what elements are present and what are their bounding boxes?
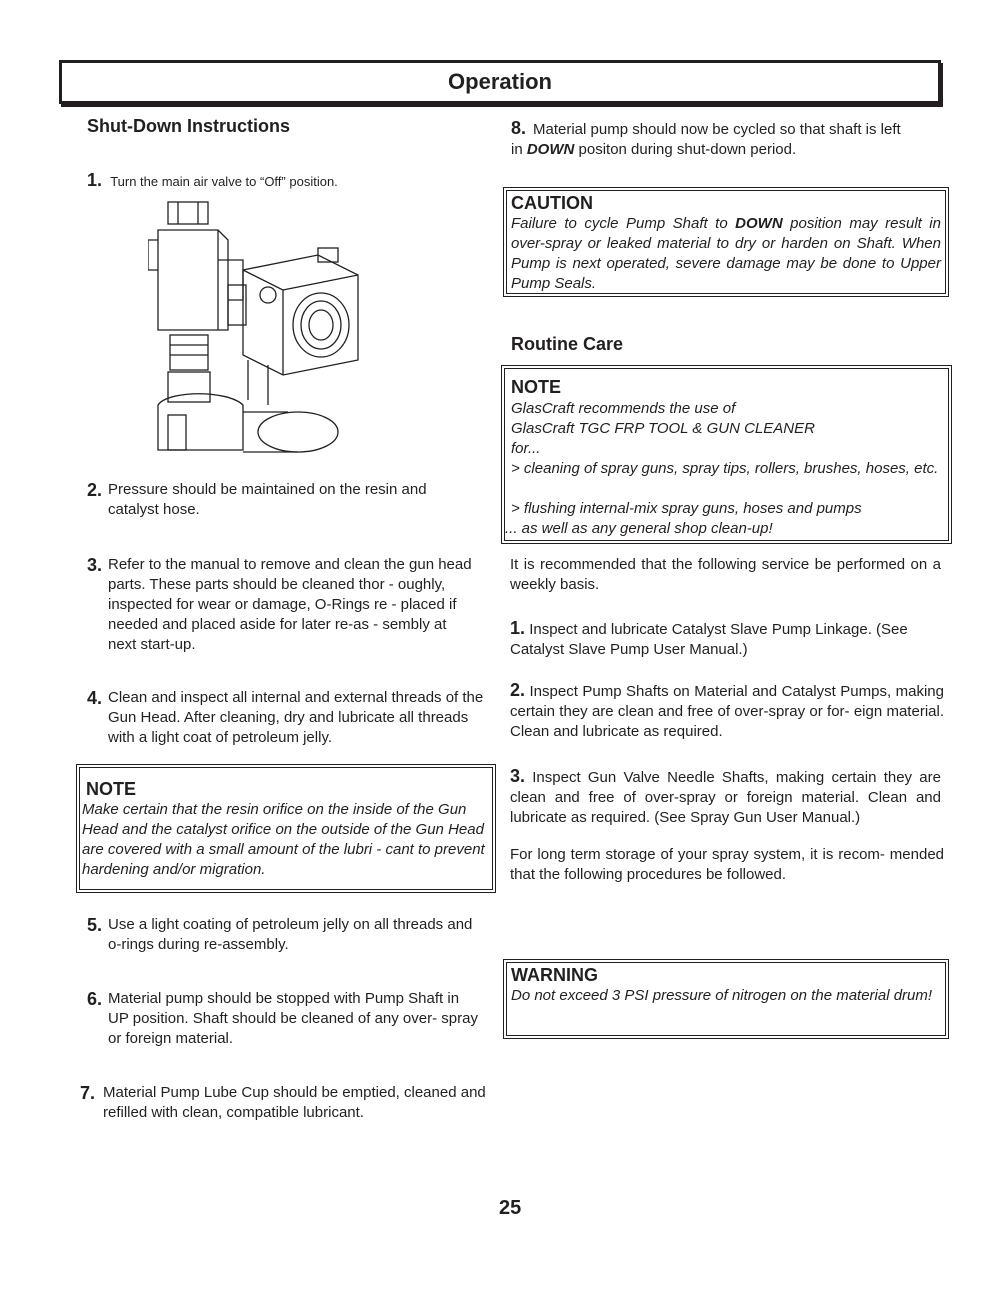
- step-number: 6.: [87, 989, 103, 1009]
- shutdown-heading: Shut-Down Instructions: [87, 116, 290, 136]
- caution-box: [506, 190, 946, 294]
- note-line-2: GlasCraft TGC FRP TOOL & GUN CLEANER: [511, 420, 815, 437]
- caution-text-pre: Failure to cycle Pump Shaft to: [511, 215, 736, 232]
- weekly-item-1: [510, 618, 946, 660]
- caution-title: CAUTION: [511, 193, 593, 213]
- air-valve-illustration: [148, 200, 368, 455]
- note-line-6: ... as well as any general shop clean-up!: [505, 520, 773, 537]
- step-text-post: positon during shut-down period.: [574, 141, 797, 158]
- step-text: Material pump should be stopped with Pump Shaft in UP position. Shaft should be cleaned of any over- spray or foreign material.: [108, 990, 478, 1047]
- step-text: Refer to the manual to remove and clean the gun head parts. These parts should be cleaned thor - oughly, inspected for wear or damage, O-Rings re - placed if needed and placed aside for later re-as - sembly at next start-up.: [108, 556, 472, 653]
- routine-care-heading: Routine Care: [511, 334, 624, 354]
- step-text: Material Pump Lube Cup should be emptied, cleaned and refilled with clean, compatible lubricant.: [103, 1084, 486, 1121]
- note-box-cleaner: [504, 368, 949, 541]
- long-term-storage-text: For long term storage of your spray system, it is recom- mended that the following procedures be followed.: [510, 846, 944, 883]
- shutdown-step-1: [87, 170, 487, 192]
- step-text: Pressure should be maintained on the resin and catalyst hose.: [108, 481, 427, 518]
- step-text-emphasis: DOWN: [526, 141, 575, 158]
- item-number: 3.: [510, 766, 526, 786]
- note-line-1: GlasCraft recommends the use of: [511, 400, 736, 417]
- item-text: Inspect Gun Valve Needle Shafts, making certain they are clean and free of over-spray or foreign material. Clean and lubricate as required. (See Spray Gun User Manual.): [510, 769, 941, 826]
- caution-text-emphasis: DOWN: [735, 215, 783, 232]
- step-number: 8.: [511, 118, 527, 138]
- item-number: 1.: [510, 618, 526, 638]
- weekly-item-3: [510, 766, 941, 828]
- step-number: 1.: [87, 170, 103, 190]
- item-number: 2.: [510, 680, 526, 700]
- step-text: [511, 120, 911, 160]
- warning-box: [506, 962, 946, 1036]
- weekly-item-2: [510, 680, 944, 742]
- step-number: 7.: [80, 1083, 96, 1103]
- note-line-5: > flushing internal-mix spray guns, hoses and pumps: [511, 500, 862, 517]
- weekly-service-intro: It is recommended that the following service be performed on a weekly basis.: [510, 556, 941, 593]
- note-text: Make certain that the resin orifice on the inside of the Gun Head and the catalyst orifice on the outside of the Gun Head are covered with a small amount of the lubri - cant to prevent hardening and/or migration.: [82, 801, 485, 878]
- item-text: Inspect Pump Shafts on Material and Catalyst Pumps, making certain they are clean and free of over-spray or for- eign material. Clean and lubricate as required.: [510, 683, 944, 740]
- caution-text: [511, 214, 941, 294]
- note-title: NOTE: [511, 377, 562, 397]
- step-number: 3.: [87, 555, 103, 575]
- step-number: 2.: [87, 480, 103, 500]
- warning-text: Do not exceed 3 PSI pressure of nitrogen on the material drum!: [511, 987, 933, 1004]
- step-number: 4.: [87, 688, 103, 708]
- note-line-3: for...: [511, 440, 541, 457]
- page-number: 25: [499, 1197, 522, 1219]
- note-box-gun-head: [79, 767, 493, 890]
- step-text: Use a light coating of petroleum jelly on all threads and o-rings during re-assembly.: [108, 916, 473, 953]
- step-text-pre: Material pump should now be cycled so that shaft is left in: [511, 121, 901, 158]
- step-number: 5.: [87, 915, 103, 935]
- caution-text-post: position may result in over-spray or leaked material to dry or harden on Shaft. When Pump is next operated, severe damage may be done to Upper Pump Seals.: [511, 215, 941, 292]
- step-text: Clean and inspect all internal and external threads of the Gun Head. After cleaning, dry and lubricate all threads with a light coat of petroleum jelly.: [108, 689, 484, 746]
- warning-title: WARNING: [511, 965, 598, 985]
- step-text: Turn the main air valve to “Off” position.: [110, 174, 338, 189]
- note-line-4: > cleaning of spray guns, spray tips, rollers, brushes, hoses, etc.: [511, 460, 939, 477]
- page-header-box: [59, 60, 941, 104]
- note-title: NOTE: [86, 779, 137, 799]
- page-title: Operation: [448, 69, 552, 94]
- item-text: Inspect and lubricate Catalyst Slave Pump Linkage. (See Catalyst Slave Pump User Manual.): [510, 621, 908, 658]
